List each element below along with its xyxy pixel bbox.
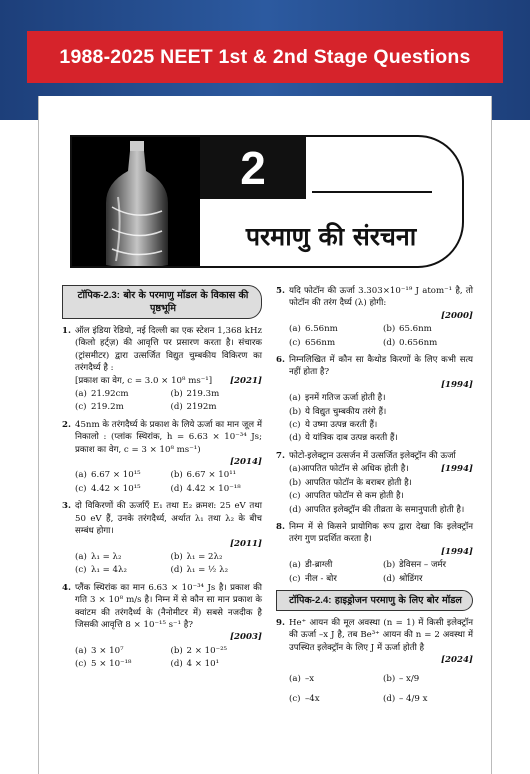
question-number: 2. — [62, 419, 71, 430]
option-b[interactable]: (b) ये विद्युत चुम्बकीय तरंगे हैं। — [289, 406, 387, 417]
option-a[interactable]: (a) 6.56nm — [289, 324, 338, 335]
question-number: 8. — [276, 521, 285, 532]
chapter-rule — [312, 191, 432, 193]
option-a[interactable]: (a) डी-ब्राग्ली — [289, 560, 333, 571]
question-text: He⁺ आयन की मूल अवस्था (n = 1) में किसी इलेक्ट्रॉन की ऊर्जा –x J है, तब Be³⁺ आयन की n = 2 अवस्था में उपस्थित इलेक्ट्रॉन के लिए J में ऊर्जा होती है — [289, 617, 473, 653]
question-year: [2000] — [440, 310, 473, 321]
options — [289, 463, 473, 516]
option-a[interactable]: (a) इनमें गतिज ऊर्जा होती है। — [289, 393, 386, 404]
topic-title: हाइड्रोजन परमाणु के लिए बोर मॉडल — [334, 594, 462, 606]
chapter-number: 2 — [200, 137, 306, 199]
option-c[interactable]: (c) λ₁ = 4λ₂ — [75, 565, 127, 576]
question-text: ऑल इंडिया रेडियो, नई दिल्ली का एक स्टेशन 1,368 kHz (किलो हर्ट्ज़) की आवृत्ति पर प्रसारण करता है। संचारक (ट्रांसमीटर) द्वारा उत्सर्जित विद्युत चुम्बकीय विकिरण का तरंगदैर्घ्य है : — [75, 326, 262, 374]
option-c[interactable]: (c) –4x — [289, 693, 320, 704]
question-year: [1994] — [440, 464, 473, 475]
option-a[interactable]: (a) 3 × 10⁷ — [75, 645, 124, 656]
option-a[interactable]: (a) 6.67 × 10¹⁵ — [75, 470, 141, 481]
option-b[interactable]: (b) 2 × 10⁻²⁵ — [170, 645, 227, 656]
question-number: 1. — [62, 326, 71, 336]
question-number: 7. — [276, 450, 285, 461]
question-year: [2014] — [229, 457, 262, 468]
left-column — [62, 285, 262, 676]
question-text: प्लैंक स्थिरांक का मान 6.63 × 10⁻³⁴ Js है। प्रकाश की गति 3 × 10⁸ m/s है। निम्न में से कौन सा मान प्रकाश के क्वांटम की तरंगदैर्ध्य के (नैनोमीटर में) सबसे नजदीक है जिसकी आवृत्ति 8 × 10⁻¹⁵ s⁻¹ है? — [75, 582, 262, 630]
question-number: 6. — [276, 355, 285, 366]
question-extra: [प्रकाश का वेग, c = 3.0 × 10⁸ ms⁻¹] — [75, 375, 213, 386]
option-d[interactable]: (d) श्रोडिंगर — [383, 573, 423, 584]
question-text: फोटो-इलेक्ट्रान उत्सर्जन में उत्सर्जित इलेक्ट्रॉन की ऊर्जा — [289, 450, 456, 461]
option-d[interactable]: (d) – 4/9 x — [383, 693, 428, 704]
question-number: 4. — [62, 582, 71, 593]
question-number: 5. — [276, 286, 285, 296]
option-c[interactable]: (c) ये उष्मा उत्पन्न करती हैं। — [289, 420, 378, 431]
options — [75, 388, 262, 414]
options — [289, 559, 473, 585]
question-text: यदि फोटॉन की ऊर्जा 3.303×10⁻¹⁹ J atom⁻¹ है, तो फोटॉन की तरंग दैर्घ्य (λ) होगी: — [289, 286, 473, 309]
options — [75, 469, 262, 495]
option-c[interactable]: (c) 219.2m — [75, 402, 124, 413]
question-6 — [276, 354, 473, 445]
options — [289, 673, 473, 706]
banner-title: 1988-2025 NEET 1st & 2nd Stage Questions — [27, 31, 503, 83]
option-c[interactable]: (c) 4.42 × 10¹⁵ — [75, 483, 141, 494]
topic-label: टॉपिक-2.3: — [77, 290, 120, 301]
question-8 — [276, 521, 473, 585]
question-text: दो विकिरणों की ऊर्जाएँ E₁ तथा E₂ क्रमश: 25 eV तथा 50 eV हैं, उनके तरंगदैर्ध्य, अर्थात λ₁ तथा λ₂ के बीच सम्बंध होगा। — [75, 501, 262, 537]
option-b[interactable]: (b) 65.6nm — [383, 324, 432, 335]
question-year: [2011] — [229, 538, 262, 549]
question-5 — [276, 285, 473, 349]
question-year: [2021] — [229, 375, 262, 386]
option-d[interactable]: (d) ये यांत्रिक दाब उत्पन्न करती हैं। — [289, 433, 398, 444]
options — [75, 645, 262, 671]
question-4 — [62, 582, 262, 671]
option-a[interactable]: (a) λ₁ = λ₂ — [75, 551, 122, 562]
option-b[interactable]: (b) λ₁ = 2λ₂ — [170, 551, 223, 562]
option-a[interactable]: (a) 21.92cm — [75, 389, 129, 400]
bottle-image — [72, 137, 200, 266]
question-text: निम्न में से किसने प्रायोगिक रूप द्वारा देखा कि इलेक्ट्रॉन तरंग गुण प्रदर्शित करता है। — [289, 521, 473, 545]
question-year: [1994] — [440, 546, 473, 557]
options — [289, 392, 473, 445]
option-b[interactable]: (b) डेविसन – जर्मर — [383, 560, 446, 571]
option-d[interactable]: (d) 4 × 10¹ — [170, 659, 220, 670]
option-b[interactable]: (b) 219.3m — [170, 389, 220, 400]
question-year: [1994] — [440, 379, 473, 390]
question-1 — [62, 325, 262, 414]
question-7 — [276, 450, 473, 516]
option-c[interactable]: (c) 5 × 10⁻¹⁸ — [75, 659, 132, 670]
option-a[interactable]: (a) –x — [289, 673, 315, 684]
question-number: 3. — [62, 501, 71, 512]
option-b[interactable]: (b) 6.67 × 10¹¹ — [170, 470, 237, 481]
topic-title: बोर के परमाणु मॉडल के विकास की पृष्ठभूमि — [123, 290, 249, 314]
option-c[interactable]: (c) आपतित फोटॉन से कम होती है। — [289, 491, 404, 502]
option-c[interactable]: (c) 656nm — [289, 337, 336, 348]
right-column — [276, 285, 473, 710]
bottle-icon — [72, 137, 200, 268]
option-b[interactable]: (b) आपतित फोटॉन के बराबर होती है। — [289, 477, 412, 488]
question-year: [2003] — [229, 632, 262, 643]
topic-box-2-4 — [276, 590, 473, 611]
option-c[interactable]: (c) नील - बोर — [289, 573, 337, 584]
question-year: [2024] — [440, 655, 473, 666]
option-d[interactable]: (d) 0.656nm — [383, 337, 438, 348]
chapter-header — [70, 135, 464, 268]
question-text: 45nm के तरंगदैर्घ्य के प्रकाश के लिये ऊर्जा का मान जूल में निकालो : (प्लांक स्थिरांक, h = 6.63 × 10⁻³⁴ Js; प्रकाश का वेग, c = 3 × 10⁸ ms⁻¹) — [75, 419, 262, 455]
option-b[interactable]: (b) – x/9 — [383, 673, 420, 684]
options — [75, 551, 262, 577]
option-d[interactable]: (d) आपतित इलेक्ट्रॉन की तीव्रता के समानुपाती होती है। — [289, 504, 465, 515]
question-3 — [62, 500, 262, 576]
question-number: 9. — [276, 617, 285, 628]
options — [289, 323, 473, 349]
topic-label: टॉपिक-2.4: — [289, 594, 332, 606]
question-text: निम्नलिखित में कौन सा कैथोड किरणों के लिए कभी सत्य नहीं होता है? — [289, 355, 473, 378]
option-d[interactable]: (d) 4.42 × 10⁻¹⁸ — [170, 483, 241, 494]
question-9 — [276, 617, 473, 705]
option-d[interactable]: (d) 2192m — [170, 402, 217, 413]
option-a[interactable]: (a)आपतित फोटॉन से अधिक होती है। [1994] — [289, 464, 473, 475]
option-d[interactable]: (d) λ₁ = ½ λ₂ — [170, 565, 229, 576]
topic-box-2-3 — [62, 285, 262, 319]
question-2 — [62, 419, 262, 495]
chapter-title: परमाणु की संरचना — [245, 222, 417, 251]
